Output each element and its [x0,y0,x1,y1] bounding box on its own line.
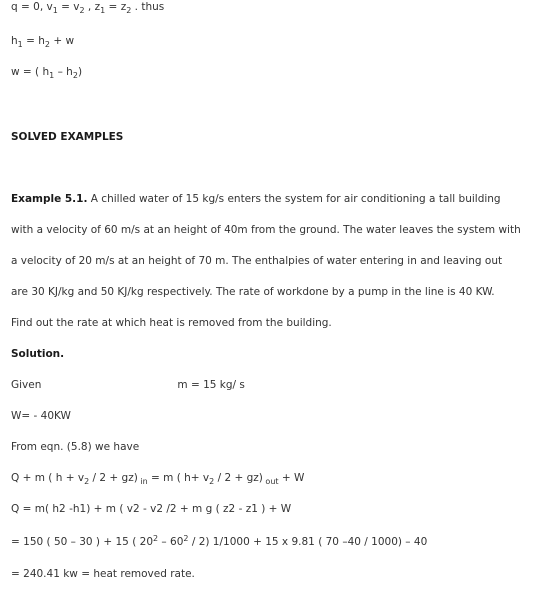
substitution-line: = 150 ( 50 – 30 ) + 15 ( $20^2 - 60^2 / 2$) 1/1000 + 15 x 9.81 ( 70 –40 / 1000) – 40 [11,534,428,548]
given-line: Given m = 15 kg/ s [11,379,245,391]
heat-equation: Q = m( h2 -h1) + m ( v2 - v2 /2 + m g ( z2 - z1 ) + W [11,503,292,515]
work-value: W= - 40KW [11,410,71,422]
energy-equation: Q + m ( $h + v_2 / 2 + gz$) $_{in}$ = m ( $h+ v_2 / 2 + gz$) $_{out}$ + W [11,472,305,486]
example-line-4: are 30 KJ/kg and 50 KJ/kg respectively. The rate of workdone by a pump in the line is 40 KW. [11,286,495,298]
solution-heading: Solution. [11,348,65,360]
conditions-line: q = 0, $v_1 = v_2$ , $z_1 = z_2$ . thus [11,1,165,15]
result-line: = 240.41 kw = heat removed rate. [11,568,195,580]
example-label: Example 5.1. [11,193,88,205]
example-line-1: Example 5.1. A chilled water of 15 kg/s enters the system for air conditioning a tall building [11,193,501,205]
section-heading: SOLVED EXAMPLES [11,131,124,143]
from-eqn-line: From eqn. (5.8) we have [11,441,140,453]
work-equation: w = ( $h_1 - h_2$) [11,66,83,80]
example-line-3: a velocity of 20 m/s at an height of 70 m. The enthalpies of water entering in and leaving out [11,255,503,267]
enthalpy-equation: $h_1 = h_2 + w$ [11,35,75,49]
example-line-2: with a velocity of 60 m/s at an height of 40m from the ground. The water leaves the system with [11,224,521,236]
example-line-5: Find out the rate at which heat is removed from the building. [11,317,332,329]
mass-flow-value: m = 15 kg/ s [177,379,245,391]
